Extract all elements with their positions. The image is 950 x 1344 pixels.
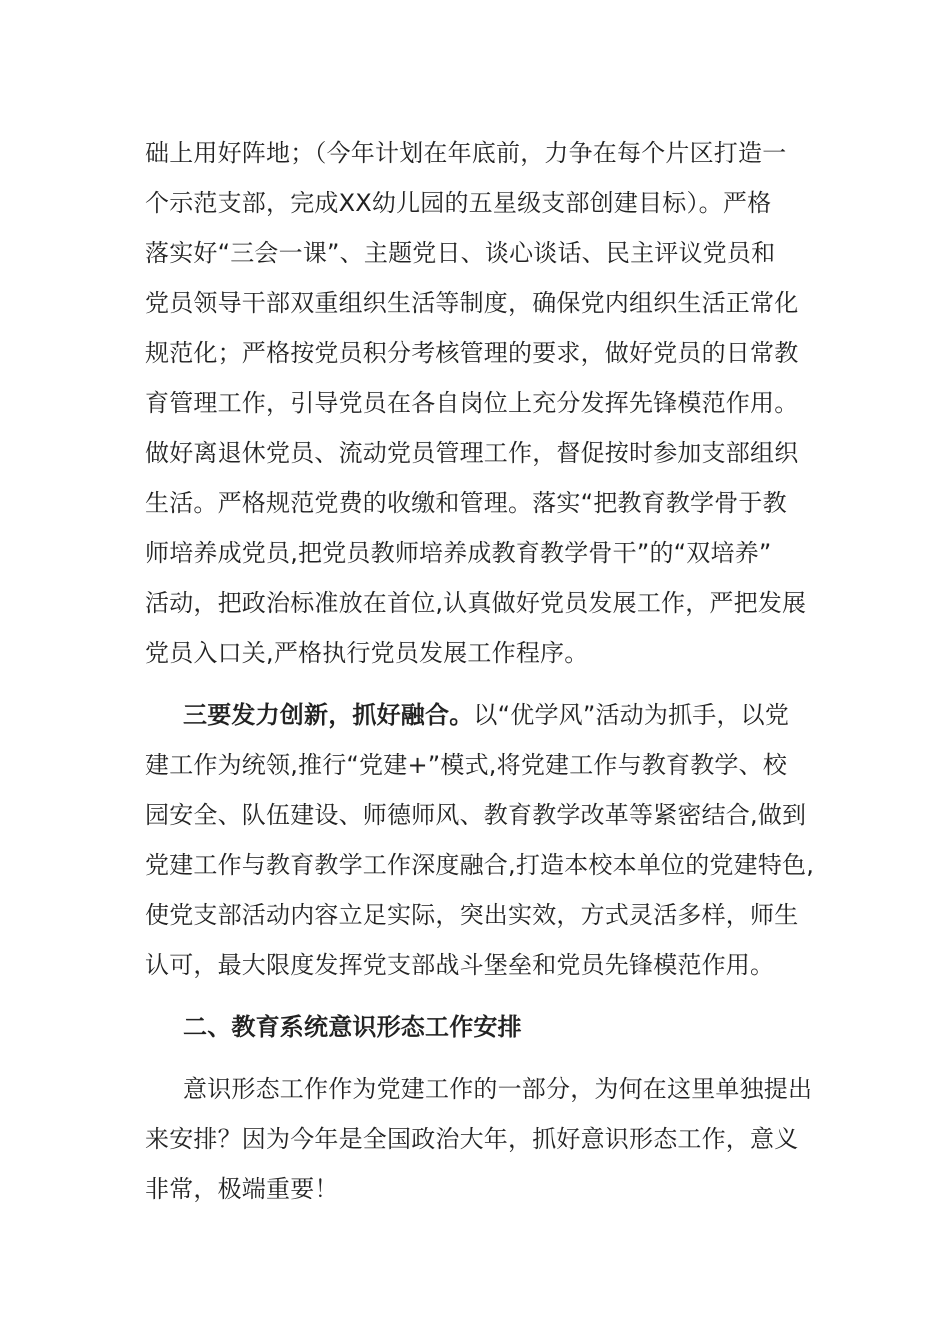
text-line: 园安全、队伍建设、师德师风、教育教学改革等紧密结合,做到 (145, 801, 807, 829)
text-line: 党建工作与教育教学工作深度融合,打造本校本单位的党建特色, (145, 851, 815, 879)
text-line: 师培养成党员,把党员教师培养成教育教学骨干”的“双培养” (145, 539, 772, 567)
text-line-first: 意识形态工作作为党建工作的一部分，为何在这里单独提出 (183, 1075, 813, 1103)
document-body (145, 128, 815, 1214)
text-line: 规范化；严格按党员积分考核管理的要求，做好党员的日常教 (145, 339, 799, 367)
text-line: 认可，最大限度发挥党支部战斗堡垒和党员先锋模范作用。 (145, 951, 775, 979)
paragraph-lead-text: 以“优学风”活动为抓手，以党 (473, 701, 790, 729)
paragraph-ideology-work (145, 1064, 813, 1214)
text-line: 础上用好阵地；（今年计划在年底前，力争在每个片区打造一 (145, 139, 787, 167)
text-line: 生活。严格规范党费的收缴和管理。落实“把教育教学骨于教 (145, 489, 787, 517)
text-line: 做好离退休党员、流动党员管理工作，督促按时参加支部组织 (145, 439, 799, 467)
section-heading: 二、教育系统意识形态工作安排 (183, 1013, 522, 1041)
text-line: 育管理工作，引导党员在各自岗位上充分发挥先锋模范作用。 (145, 389, 799, 417)
text-line: 党员领导干部双重组织生活等制度，确保党内组织生活正常化 (145, 289, 799, 317)
text-line: 党员入口关,严格执行党员发展工作程序。 (145, 639, 589, 667)
text-line: 非常，极端重要！ (145, 1175, 339, 1203)
text-line-first (145, 690, 805, 740)
text-line: 使党支部活动内容立足实际，突出实效，方式灵活多样，师生 (145, 901, 799, 929)
section-heading-wrapper (145, 1002, 805, 1052)
paragraph-innovation-integration (145, 690, 815, 990)
text-line: 建工作为统领,推行“党建+”模式,将党建工作与教育教学、校 (145, 751, 788, 779)
text-line: 活动，把政治标准放在首位,认真做好党员发展工作，严把发展 (145, 589, 807, 617)
text-line: 落实好“三会一课”、主题党日、谈心谈话、民主评议党员和 (145, 239, 776, 267)
text-line: 个示范支部，完成XX幼儿园的五星级支部创建目标）。严格 (145, 189, 772, 217)
paragraph-lead-heading: 三要发力创新，抓好融合。 (183, 701, 474, 729)
paragraph-party-building-work (145, 128, 805, 678)
text-line: 来安排？因为今年是全国政治大年，抓好意识形态工作，意义 (145, 1125, 799, 1153)
